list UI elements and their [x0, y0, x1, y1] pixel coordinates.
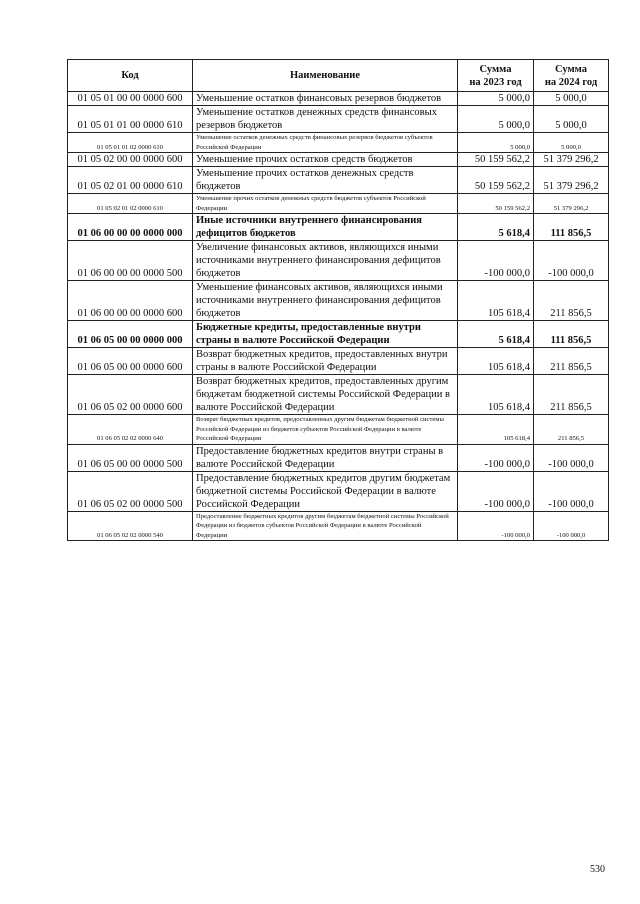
sum-2023-cell: 5 000,0	[458, 92, 534, 106]
sum-2023-cell: -100 000,0	[458, 511, 534, 541]
code-cell: 01 06 00 00 00 0000 600	[68, 281, 193, 321]
sum-2023-cell: 50 159 562,2	[458, 153, 534, 167]
table-row	[68, 133, 609, 153]
name-cell: Возврат бюджетных кредитов, предоставленных внутри страны в валюте Российской Федерации	[193, 348, 458, 375]
sum-2024-cell: -100 000,0	[534, 444, 609, 471]
code-cell: 01 05 01 00 00 0000 600	[68, 92, 193, 106]
sum-2024-cell: 111 856,5	[534, 321, 609, 348]
header-name: Наименование	[193, 60, 458, 92]
name-cell: Возврат бюджетных кредитов, предоставленных другим бюджетам бюджетной системы Российской Федерации в валюте Российской Федерации	[193, 375, 458, 415]
code-cell: 01 05 01 01 00 0000 610	[68, 106, 193, 133]
code-cell: 01 05 02 01 00 0000 610	[68, 167, 193, 194]
sum-2024-cell: -100 000,0	[534, 511, 609, 541]
table-row	[68, 471, 609, 511]
sum-2023-cell: 105 618,4	[458, 375, 534, 415]
code-cell: 01 05 02 01 02 0000 610	[68, 194, 193, 214]
sum-2024-cell: 51 379 296,2	[534, 167, 609, 194]
sum-2023-cell: -100 000,0	[458, 241, 534, 281]
sum-2023-cell: 105 618,4	[458, 348, 534, 375]
sum-2023-cell: 5 000,0	[458, 106, 534, 133]
name-cell: Возврат бюджетных кредитов, предоставленных другим бюджетам бюджетной системы Российской Федерации из бюджетов субъектов Российской Федерации в валюте Российской Федерации	[193, 415, 458, 445]
header-code: Код	[68, 60, 193, 92]
sum-2024-cell: 51 379 296,2	[534, 194, 609, 214]
sum-2023-cell: 50 159 562,2	[458, 194, 534, 214]
sum-2024-cell: 211 856,5	[534, 415, 609, 445]
code-cell: 01 06 00 00 00 0000 000	[68, 214, 193, 241]
sum-2024-cell: -100 000,0	[534, 471, 609, 511]
header-sum-2024: Сумма на 2024 год	[534, 60, 609, 92]
table-row	[68, 321, 609, 348]
sum-2024-cell: 5 000,0	[534, 133, 609, 153]
name-cell: Предоставление бюджетных кредитов внутри страны в валюте Российской Федерации	[193, 444, 458, 471]
code-cell: 01 06 05 00 00 0000 500	[68, 444, 193, 471]
sum-2023-cell: -100 000,0	[458, 471, 534, 511]
name-cell: Иные источники внутреннего финансирования дефицитов бюджетов	[193, 214, 458, 241]
code-cell: 01 05 02 00 00 0000 600	[68, 153, 193, 167]
name-cell: Уменьшение финансовых активов, являющихся иными источниками внутреннего финансирования дефицитов бюджетов	[193, 281, 458, 321]
table-row	[68, 281, 609, 321]
code-cell: 01 06 05 02 00 0000 600	[68, 375, 193, 415]
name-cell: Уменьшение прочих остатков денежных средств бюджетов	[193, 167, 458, 194]
sum-2024-cell: 111 856,5	[534, 214, 609, 241]
sum-2024-cell: 211 856,5	[534, 281, 609, 321]
sum-2023-cell: 105 618,4	[458, 281, 534, 321]
name-cell: Уменьшение остатков финансовых резервов бюджетов	[193, 92, 458, 106]
sum-2023-cell: 105 618,4	[458, 415, 534, 445]
table-body	[68, 92, 609, 541]
header-sum-2023: Сумма на 2023 год	[458, 60, 534, 92]
table-row	[68, 511, 609, 541]
name-cell: Предоставление бюджетных кредитов другим бюджетам бюджетной системы Российской Федерации в валюте Российской Федерации	[193, 471, 458, 511]
budget-sources-table	[67, 59, 609, 541]
sum-2024-cell: 5 000,0	[534, 92, 609, 106]
sum-2024-cell: 51 379 296,2	[534, 153, 609, 167]
code-cell: 01 06 05 00 00 0000 000	[68, 321, 193, 348]
table-row	[68, 214, 609, 241]
table-row	[68, 106, 609, 133]
table-row	[68, 444, 609, 471]
name-cell: Уменьшение прочих остатков денежных средств бюджетов субъектов Российской Федерации	[193, 194, 458, 214]
name-cell: Уменьшение остатков денежных средств финансовых резервов бюджетов субъектов Российской Федерации	[193, 133, 458, 153]
sum-2024-cell: 211 856,5	[534, 375, 609, 415]
table-row	[68, 241, 609, 281]
table-row	[68, 92, 609, 106]
code-cell: 01 06 05 02 02 0000 640	[68, 415, 193, 445]
table-row	[68, 348, 609, 375]
sum-2024-cell: 5 000,0	[534, 106, 609, 133]
sum-2023-cell: -100 000,0	[458, 444, 534, 471]
code-cell: 01 06 05 00 00 0000 600	[68, 348, 193, 375]
sum-2023-cell: 50 159 562,2	[458, 167, 534, 194]
table-row	[68, 153, 609, 167]
name-cell: Уменьшение прочих остатков средств бюджетов	[193, 153, 458, 167]
name-cell: Предоставление бюджетных кредитов другим бюджетам бюджетной системы Российской Федерации из бюджетов субъектов Российской Федерации в валюте Российской Федерации	[193, 511, 458, 541]
table-row	[68, 375, 609, 415]
name-cell: Увеличение финансовых активов, являющихся иными источниками внутреннего финансирования дефицитов бюджетов	[193, 241, 458, 281]
code-cell: 01 06 05 02 02 0000 540	[68, 511, 193, 541]
sum-2023-cell: 5 618,4	[458, 321, 534, 348]
table-header-row	[68, 60, 609, 92]
code-cell: 01 05 01 01 02 0000 610	[68, 133, 193, 153]
sum-2023-cell: 5 000,0	[458, 133, 534, 153]
code-cell: 01 06 00 00 00 0000 500	[68, 241, 193, 281]
code-cell: 01 06 05 02 00 0000 500	[68, 471, 193, 511]
sum-2024-cell: 211 856,5	[534, 348, 609, 375]
name-cell: Бюджетные кредиты, предоставленные внутри страны в валюте Российской Федерации	[193, 321, 458, 348]
name-cell: Уменьшение остатков денежных средств финансовых резервов бюджетов	[193, 106, 458, 133]
page-number: 530	[590, 864, 605, 875]
table-row	[68, 415, 609, 445]
sum-2023-cell: 5 618,4	[458, 214, 534, 241]
sum-2024-cell: -100 000,0	[534, 241, 609, 281]
table-row	[68, 167, 609, 194]
table-row	[68, 194, 609, 214]
